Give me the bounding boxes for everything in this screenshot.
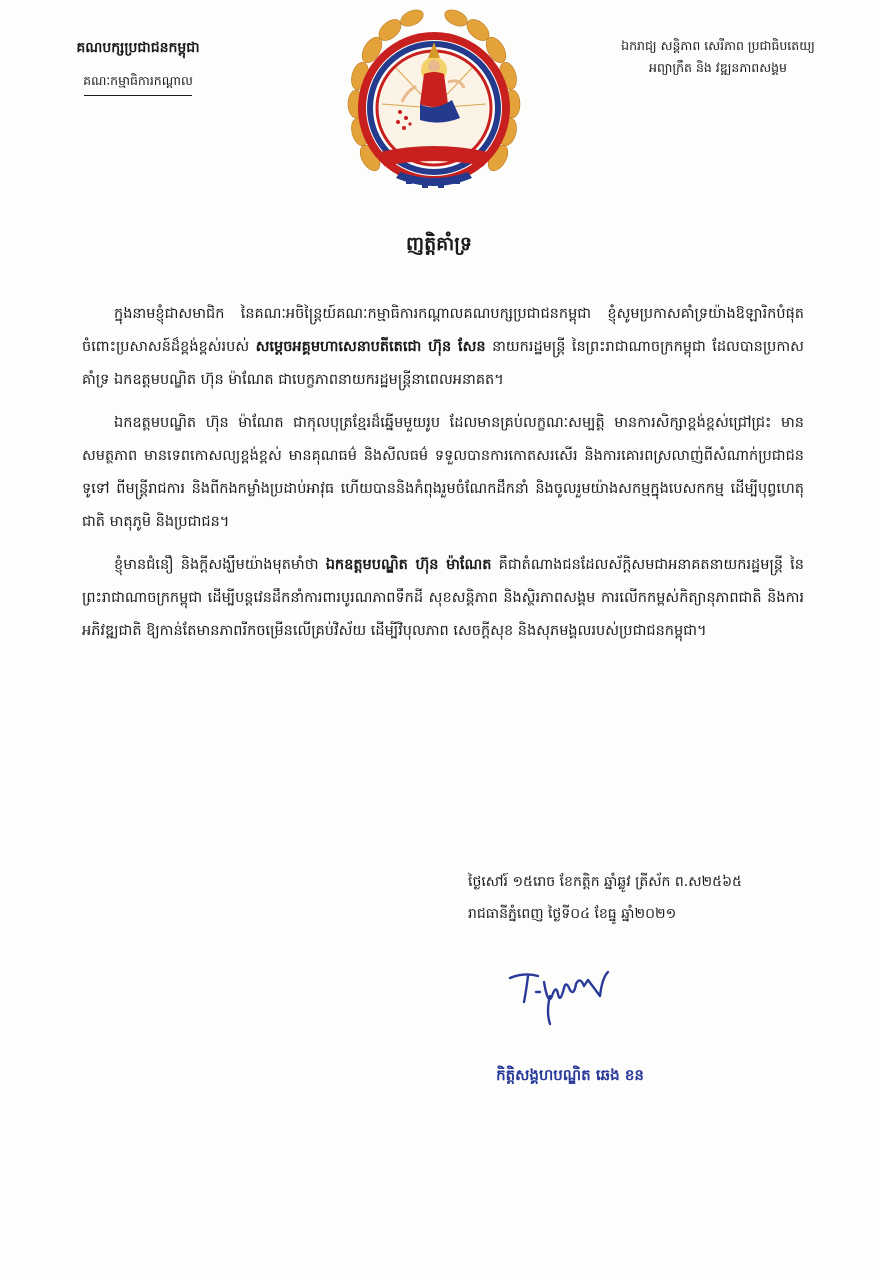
signer-name: កិត្តិសង្គហបណ្ឌិត ឆេង ខន [496,1066,644,1084]
party-name: គណបក្សប្រជាជនកម្ពុជា [76,40,200,56]
paragraph-3-bold: ឯកឧត្តមបណ្ឌិត ហ៊ុន ម៉ាណែត [325,557,492,573]
date-lunar: ថ្ងៃសៅរ៍ ១៥រោច ខែកត្តិក ឆ្នាំឆ្លូវ ត្រីស័ក ព.ស២៥៦៥ [468,874,742,890]
paragraph-1 [82,298,804,397]
paragraph-3 [82,549,804,648]
handwritten-signature [504,966,618,1030]
motto-line-2: អព្យាក្រឹត និង វឌ្ឍនភាពសង្គម [649,60,787,75]
document-body [82,298,804,658]
paragraph-1-text-a: ក្នុងនាមខ្ញុំជាសមាជិក នៃគណៈអចិន្ត្រៃយ៍គណៈកម្មាធិការកណ្តាលគណបក្សប្រជាជនកម្ពុជា ខ្ញុំសូមប្រកាសគាំទ្រយ៉ាងឱឡារិកបំផុត ចំពោះប្រសាសន៍ដ៏ខ្ពង់ខ្ពស់របស់ [82,306,804,355]
paragraph-1-bold: សម្តេចអគ្គមហាសេនាបតីតេជោ ហ៊ុន សែន [255,339,486,355]
motto-line-1: ឯករាជ្យ សន្តិភាព សេរីភាព ប្រជាធិបតេយ្យ [621,38,815,53]
paragraph-1-text-b: នាយករដ្ឋមន្ត្រី នៃព្រះរាជាណាចក្រកម្ពុជា ដែលបានប្រកាសគាំទ្រ ឯកឧត្តមបណ្ឌិត ហ៊ុន ម៉ាណែត ជាបេក្ខភាពនាយករដ្ឋមន្ត្រីនាពេលអនាគត។ [82,339,804,388]
paragraph-3-text-b: គឺជាតំណាងជនដែលស័ក្តិសមជាអនាគតនាយករដ្ឋមន្ត្រី នៃព្រះរាជាណាចក្រកម្ពុជា ដើម្បីបន្តវេនដឹកនាំការពារបូរណភាពទឹកដី សុខសន្តិភាព និងស្ថិរភាពសង្គម ការលើកកម្ពស់កិត្យានុភាពជាតិ និងការអភិវឌ្ឍជាតិ ឱ្យកាន់តែមានភាពរីកចម្រើនលើគ្រប់វិស័យ ដើម្បីវិបុលភាព សេចក្តីសុខ និងសុភមង្គលរបស់ប្រជាជនកម្ពុជា។ [82,557,804,639]
header-right [568,36,868,78]
date-solar: រាជធានីភ្នំពេញ ថ្ងៃទី០៤ ខែធ្នូ ឆ្នាំ២០២១ [468,906,677,922]
party-logo [336,8,532,204]
header-left-rule [84,95,192,96]
committee-name: គណៈកម្មាធិការកណ្តាល [83,73,193,88]
document-title: ញត្តិគាំទ្រ [406,233,472,255]
header-left [38,38,238,96]
paragraph-2: ឯកឧត្តមបណ្ឌិត ហ៊ុន ម៉ាណែត ជាកុលបុត្រខ្មែរដ៏ឆ្នើមមួយរូប ដែលមានគ្រប់លក្ខណៈសម្បត្តិ មានការសិក្សាខ្ពង់ខ្ពស់ជ្រៅជ្រះ មានសមត្ថភាព មានទេពកោសល្យខ្ពង់ខ្ពស់ មានគុណធម៌ និងសីលធម៌ ទទួលបានការកោតសរសើរ និងការគោរពស្រលាញ់ពីសំណាក់ប្រជាជនទូទៅ ពីមន្ត្រីរាជការ និងពីកងកម្លាំងប្រដាប់អាវុធ ហើយបាននិងកំពុងរួមចំណែកដឹកនាំ និងចូលរួមយ៉ាងសកម្មក្នុងបេសកកម្ម ដើម្បីបុព្វហេតុជាតិ មាតុភូមិ និងប្រជាជន។ [82,415,804,530]
date-block [468,866,808,930]
paragraph-3-text-a: ខ្ញុំមានជំនឿ និងក្តីសង្ឃឹមយ៉ាងមុតមាំថា [114,557,326,573]
